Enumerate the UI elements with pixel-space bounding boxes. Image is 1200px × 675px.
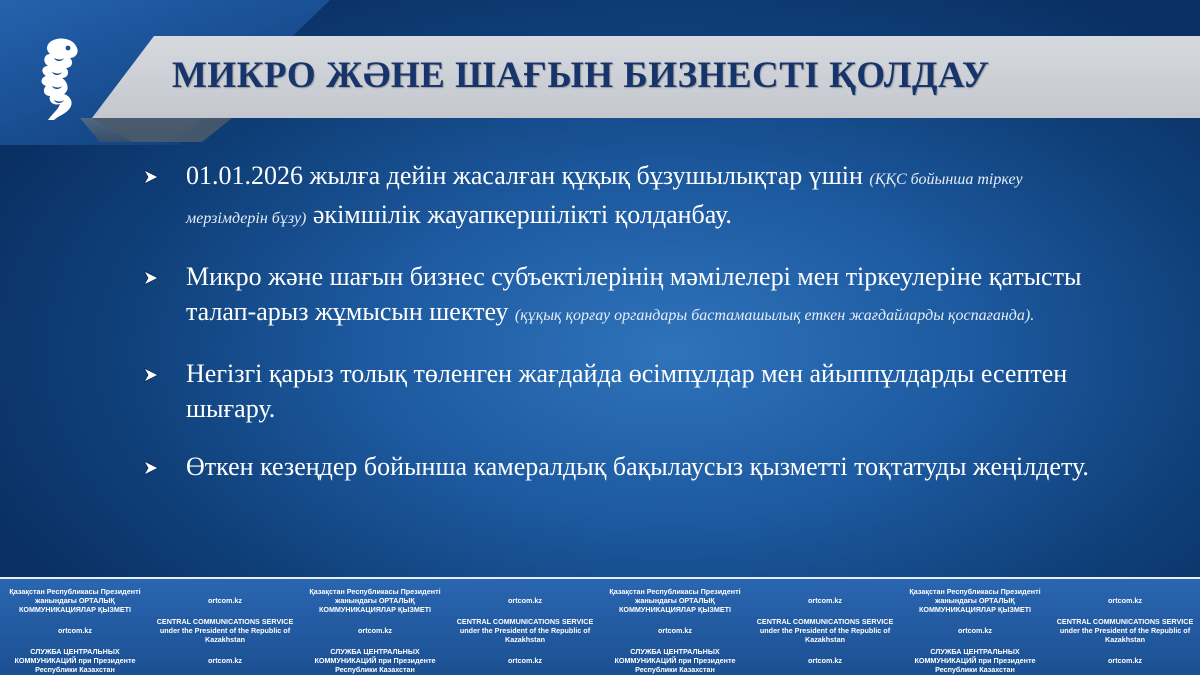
footer-site: ortcom.kz <box>358 625 392 635</box>
footer-ru-label: СЛУЖБА ЦЕНТРАЛЬНЫХ КОММУНИКАЦИЙ при Президенте Республики Казахстан <box>614 646 736 674</box>
arrow-bullet-icon <box>142 168 160 186</box>
footer-pattern <box>0 577 1200 675</box>
footer-site: ortcom.kz <box>808 595 842 605</box>
arrow-bullet-icon <box>142 269 160 287</box>
bullet-item-1 <box>142 158 1102 236</box>
bullet-note: (құқық қорғау органдары бастамашылық еткен жағдайларды қоспағанда). <box>514 307 1035 324</box>
bullet-text: Өткен кезеңдер бойынша камералдық бақылаусыз қызметті тоқтатуды жеңілдету. <box>186 452 1089 481</box>
footer-ru-label: СЛУЖБА ЦЕНТРАЛЬНЫХ КОММУНИКАЦИЙ при Президенте Республики Казахстан <box>914 646 1036 674</box>
footer-site: ortcom.kz <box>508 655 542 665</box>
footer-ru-label: СЛУЖБА ЦЕНТРАЛЬНЫХ КОММУНИКАЦИЙ при Президенте Республики Казахстан <box>314 646 436 674</box>
bullet-text: Микро және шағын бизнес субъектілерінің мәмілелері мен тіркеулеріне қатысты талап-арыз жұмысын шектеу <box>186 262 1082 326</box>
arrow-bullet-icon <box>142 366 160 384</box>
footer-site: ortcom.kz <box>58 625 92 635</box>
footer-en-label: CENTRAL COMMUNICATIONS SERVICE under the President of the Republic of Kazakhstan <box>456 616 594 644</box>
snow-leopard-emblem-icon <box>30 36 88 122</box>
bullet-item-2 <box>142 259 1102 333</box>
footer-ru-label: СЛУЖБА ЦЕНТРАЛЬНЫХ КОММУНИКАЦИЙ при Президенте Республики Казахстан <box>14 646 136 674</box>
footer-site: ortcom.kz <box>208 655 242 665</box>
bullet-item-3 <box>142 356 1102 426</box>
footer-en-label: CENTRAL COMMUNICATIONS SERVICE under the President of the Republic of Kazakhstan <box>1056 616 1194 644</box>
footer-site: ortcom.kz <box>958 625 992 635</box>
footer-kz-label: Қазақстан Республикасы Президенті жанындағы ОРТАЛЫҚ КОММУНИКАЦИЯЛАР ҚЫЗМЕТІ <box>309 586 441 614</box>
footer-en-label: CENTRAL COMMUNICATIONS SERVICE under the President of the Republic of Kazakhstan <box>756 616 894 644</box>
footer-grid <box>0 585 1200 675</box>
footer-site: ortcom.kz <box>1108 595 1142 605</box>
bullet-item-4 <box>142 449 1102 484</box>
footer-site: ortcom.kz <box>508 595 542 605</box>
footer-en-label: CENTRAL COMMUNICATIONS SERVICE under the President of the Republic of Kazakhstan <box>156 616 294 644</box>
bullet-text: Негізгі қарыз толық төленген жағдайда өсімпұлдар мен айыппұлдарды есептен шығару. <box>186 359 1068 423</box>
footer-site: ortcom.kz <box>808 655 842 665</box>
arrow-bullet-icon <box>142 459 160 477</box>
bullet-list <box>142 158 1102 507</box>
page-title: МИКРО ЖӘНЕ ШАҒЫН БИЗНЕСТІ ҚОЛДАУ <box>172 55 990 96</box>
bullet-text-after: әкімшілік жауапкершілікті қолданбау. <box>312 200 732 229</box>
footer-kz-label: Қазақстан Республикасы Президенті жанындағы ОРТАЛЫҚ КОММУНИКАЦИЯЛАР ҚЫЗМЕТІ <box>909 586 1041 614</box>
footer-kz-label: Қазақстан Республикасы Президенті жанындағы ОРТАЛЫҚ КОММУНИКАЦИЯЛАР ҚЫЗМЕТІ <box>9 586 141 614</box>
footer-site: ortcom.kz <box>208 595 242 605</box>
bullet-text: 01.01.2026 жылға дейін жасалған құқық бұзушылықтар үшін <box>186 161 863 190</box>
footer-kz-label: Қазақстан Республикасы Президенті жанындағы ОРТАЛЫҚ КОММУНИКАЦИЯЛАР ҚЫЗМЕТІ <box>609 586 741 614</box>
footer-site: ortcom.kz <box>658 625 692 635</box>
bullet-note: (ҚҚС бойынша тіркеу мерзімдерін бұзу) <box>186 171 1023 227</box>
footer-site: ortcom.kz <box>1108 655 1142 665</box>
